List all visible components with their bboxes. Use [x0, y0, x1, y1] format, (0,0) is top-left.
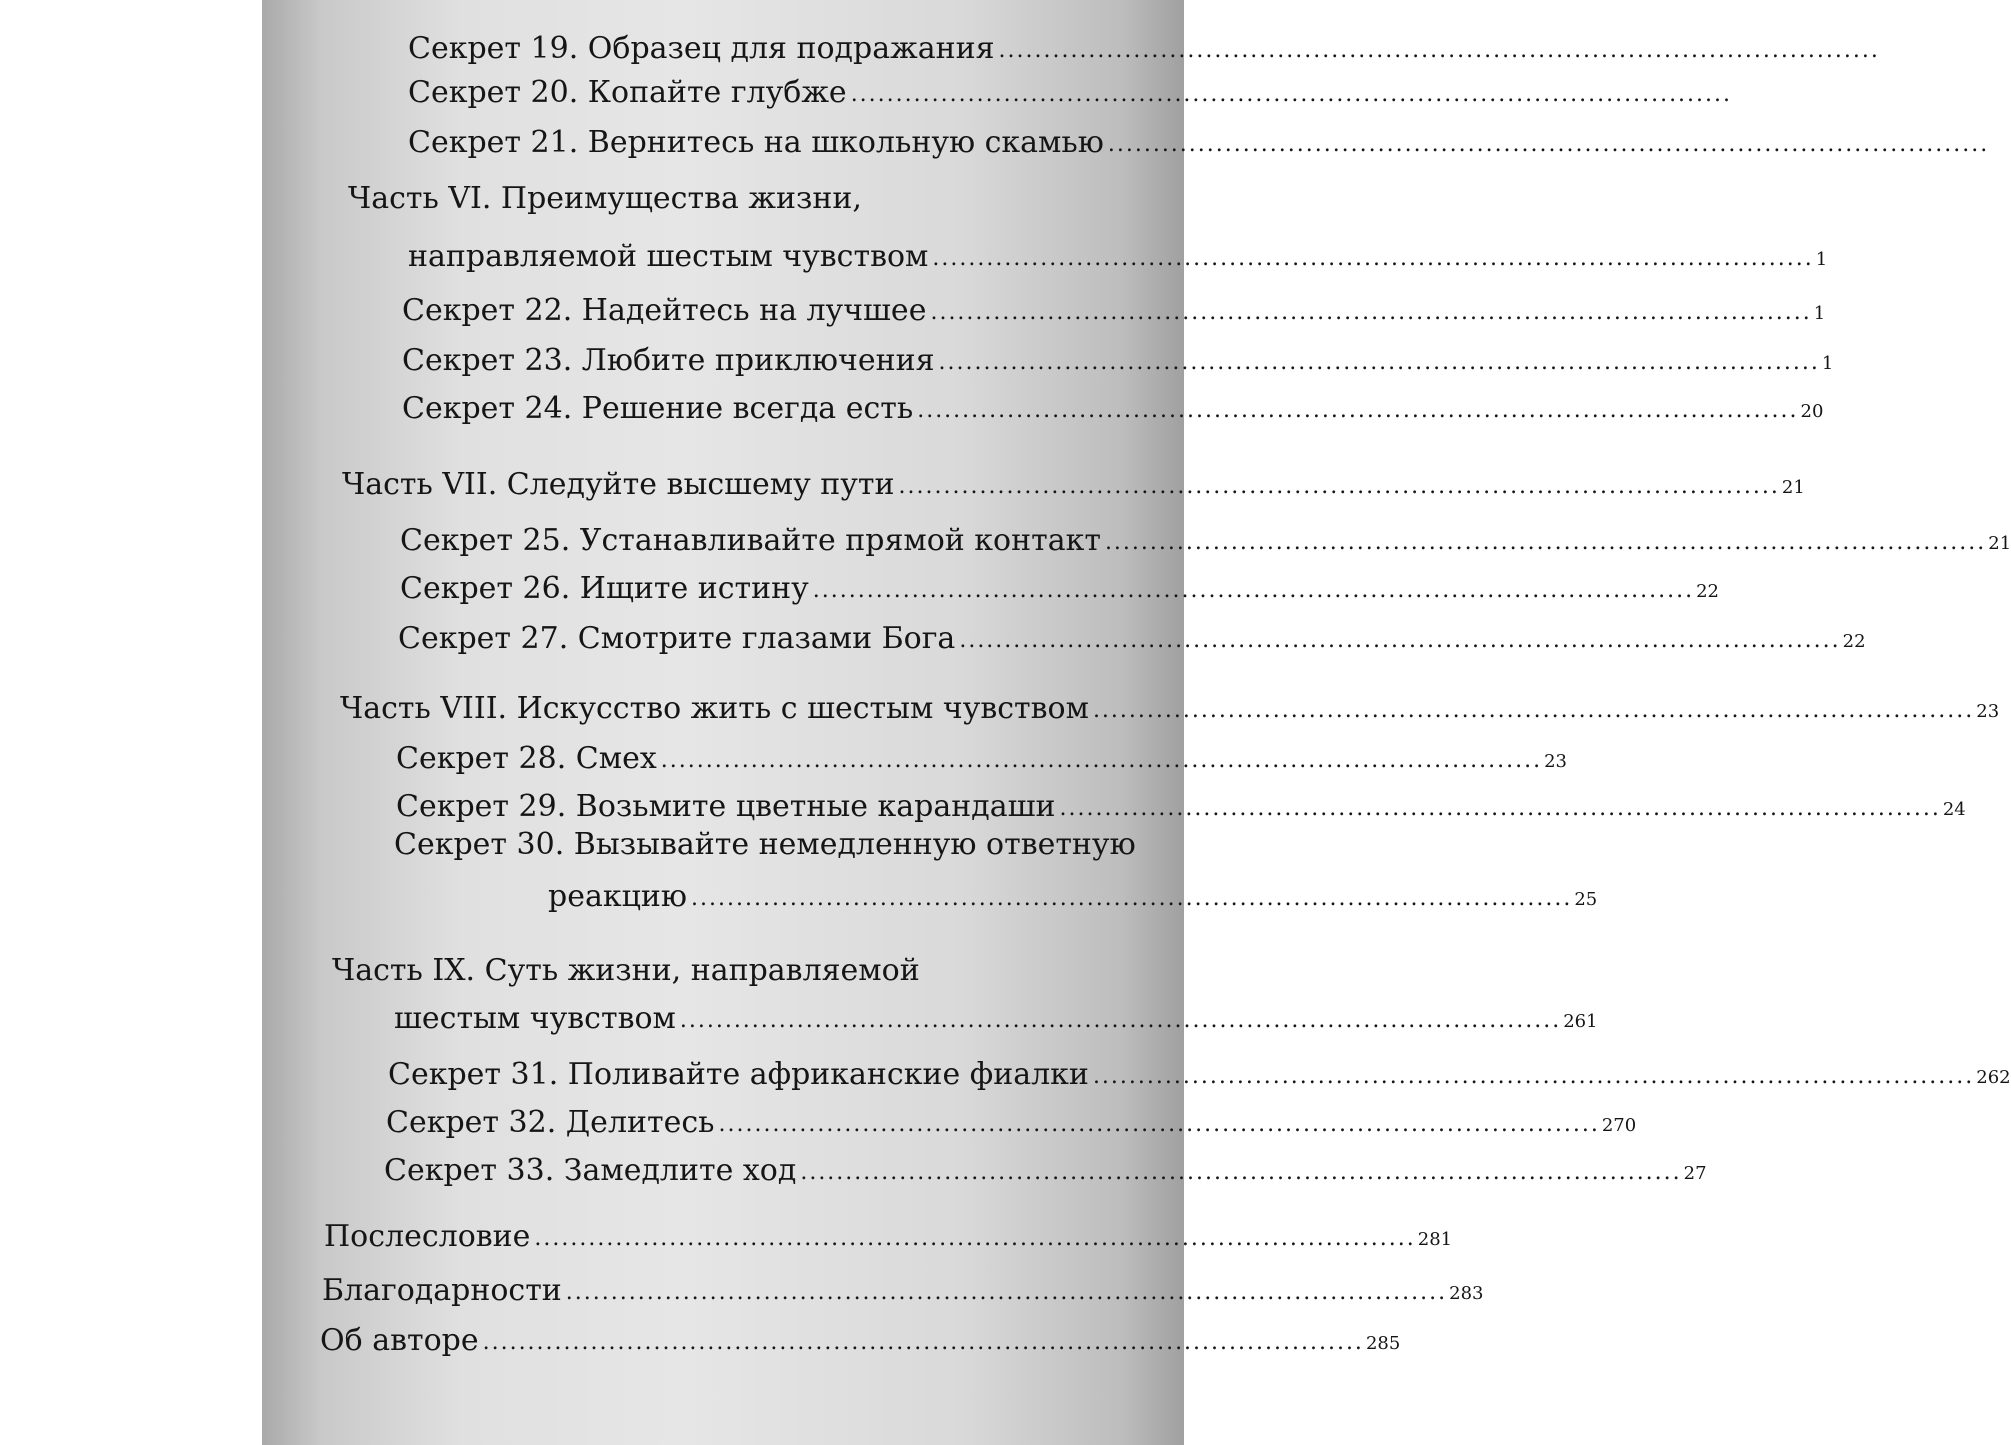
toc-entry-title: Секрет 23. Любите приключения — [402, 343, 935, 378]
toc-secret-30-title: Секрет 30. Вызывайте немедленную ответную — [394, 827, 1136, 862]
toc-entry-title: Секрет 19. Образец для подражания — [408, 31, 995, 66]
toc-entry-title: Секрет 24. Решение всегда есть — [402, 391, 914, 426]
toc-entry-title: Секрет 26. Ищите истину — [400, 571, 809, 606]
toc-entry-afterword — [324, 1208, 1453, 1254]
leader-dots: .................................................................................................. — [959, 628, 1841, 653]
toc-entry-title: Часть VII. Следуйте высшему пути — [342, 467, 895, 502]
toc-page-number: 281 — [1417, 1229, 1453, 1250]
toc-entry-secret-22 — [402, 282, 1826, 328]
toc-page-number: 25 — [1574, 889, 1598, 910]
toc-entry-title: Секрет 33. Замедлите ход — [384, 1153, 797, 1188]
book-page — [262, 0, 2011, 1445]
leader-dots: .................................................................................................. — [691, 886, 1573, 911]
toc-page-number: 24 — [1942, 799, 1966, 820]
leader-dots: .................................................................................................. — [998, 38, 1880, 63]
toc-entry-title: Секрет 25. Устанавливайте прямой контакт — [400, 523, 1101, 558]
toc-page-number: 1 — [1813, 303, 1826, 324]
toc-page-number: 23 — [1976, 701, 2000, 722]
toc-page-number: 1 — [1821, 353, 1834, 374]
toc-page-number: 23 — [1544, 751, 1568, 772]
toc-entry-secret-31 — [388, 1046, 2011, 1092]
leader-dots: .................................................................................................. — [898, 474, 1780, 499]
leader-dots: .................................................................................................. — [800, 1160, 1682, 1185]
toc-page-number: 262 — [1976, 1067, 2011, 1088]
toc-entry-title: Часть VIII. Искусство жить с шестым чувством — [340, 691, 1089, 726]
toc-entry-title: Секрет 29. Возьмите цветные карандаши — [396, 789, 1056, 824]
leader-dots: .................................................................................................. — [917, 398, 1799, 423]
toc-entry-title: Секрет 32. Делитесь — [386, 1105, 715, 1140]
leader-dots: .................................................................................................. — [932, 246, 1814, 271]
leader-dots: .................................................................................................. — [1107, 132, 1990, 157]
toc-part-6-title: Часть VI. Преимущества жизни, — [348, 181, 862, 216]
toc-page-number: 21 — [1781, 477, 1805, 498]
leader-dots: .................................................................................................. — [1092, 1064, 1975, 1089]
toc-entry-title: Секрет 22. Надейтесь на лучшее — [402, 293, 927, 328]
toc-entry-secret-26 — [400, 560, 1720, 606]
leader-dots: .................................................................................................. — [938, 350, 1820, 375]
toc-entry-secret-33 — [384, 1142, 1707, 1188]
toc-page-number: 27 — [1683, 1163, 1707, 1184]
toc-entry-secret-21 — [408, 114, 1990, 160]
leader-dots: .................................................................................................. — [812, 578, 1695, 603]
toc-entry-part-7 — [342, 456, 1805, 502]
leader-dots: .................................................................................................. — [482, 1330, 1364, 1355]
toc-page-number: 22 — [1696, 581, 1720, 602]
toc-page-number: 261 — [1563, 1011, 1598, 1032]
leader-dots: .................................................................................................. — [930, 300, 1812, 325]
toc-entry-part-8 — [340, 680, 2000, 726]
toc-entry-secret-23 — [402, 332, 1834, 378]
toc-entry-secret-19 — [408, 20, 1880, 66]
toc-page-number: 283 — [1449, 1283, 1484, 1304]
leader-dots: .................................................................................................. — [1104, 530, 1987, 555]
toc-entry-about-author — [320, 1312, 1401, 1358]
toc-entry-secret-27 — [398, 610, 1866, 656]
toc-entry-title: Секрет 20. Копайте глубже — [408, 75, 847, 110]
leader-dots: .................................................................................................. — [718, 1112, 1600, 1137]
toc-entry-title: Секрет 27. Смотрите глазами Бога — [398, 621, 956, 656]
toc-entry-secret-28 — [396, 730, 1568, 776]
toc-page-number: 1 — [1815, 249, 1828, 270]
toc-entry-secret-20 — [408, 64, 1733, 110]
toc-entry-title: реакцию — [548, 879, 687, 914]
toc-entry-secret-32 — [386, 1094, 1637, 1140]
toc-entry-title: шестым чувством — [394, 1001, 676, 1036]
toc-entry-title: Благодарности — [322, 1273, 562, 1308]
toc-page-number: 21 — [1988, 533, 2011, 554]
toc-entry-acknowledgements — [322, 1262, 1484, 1308]
toc-entry-title: направляемой шестым чувством — [408, 239, 929, 274]
toc-page-number: 20 — [1800, 401, 1824, 422]
toc-entry-title: Об авторе — [320, 1323, 479, 1358]
leader-dots: .................................................................................................. — [1092, 698, 1975, 723]
toc-page-number: 285 — [1365, 1333, 1401, 1354]
toc-entry-part-6 — [408, 228, 1828, 274]
leader-dots: .................................................................................................. — [850, 82, 1733, 107]
toc-entry-secret-25 — [400, 512, 2011, 558]
toc-entry-secret-30 — [548, 868, 1598, 914]
leader-dots: .................................................................................................. — [1059, 796, 1941, 821]
toc-page-number: 270 — [1601, 1115, 1637, 1136]
toc-page-number: 22 — [1842, 631, 1866, 652]
toc-entry-part-9 — [394, 990, 1598, 1036]
toc-entry-title: Секрет 31. Поливайте африканские фиалки — [388, 1057, 1089, 1092]
leader-dots: .................................................................................................. — [679, 1008, 1562, 1033]
toc-part-9-title: Часть IX. Суть жизни, направляемой — [332, 953, 920, 988]
toc-entry-title: Секрет 21. Вернитесь на школьную скамью — [408, 125, 1104, 160]
toc-entry-title: Секрет 28. Смех — [396, 741, 657, 776]
toc-entry-title: Послесловие — [324, 1219, 531, 1254]
toc-entry-secret-29 — [396, 778, 1966, 824]
leader-dots: .................................................................................................. — [534, 1226, 1416, 1251]
toc-entry-secret-24 — [402, 380, 1824, 426]
leader-dots: .................................................................................................. — [660, 748, 1543, 773]
leader-dots: .................................................................................................. — [565, 1280, 1448, 1305]
